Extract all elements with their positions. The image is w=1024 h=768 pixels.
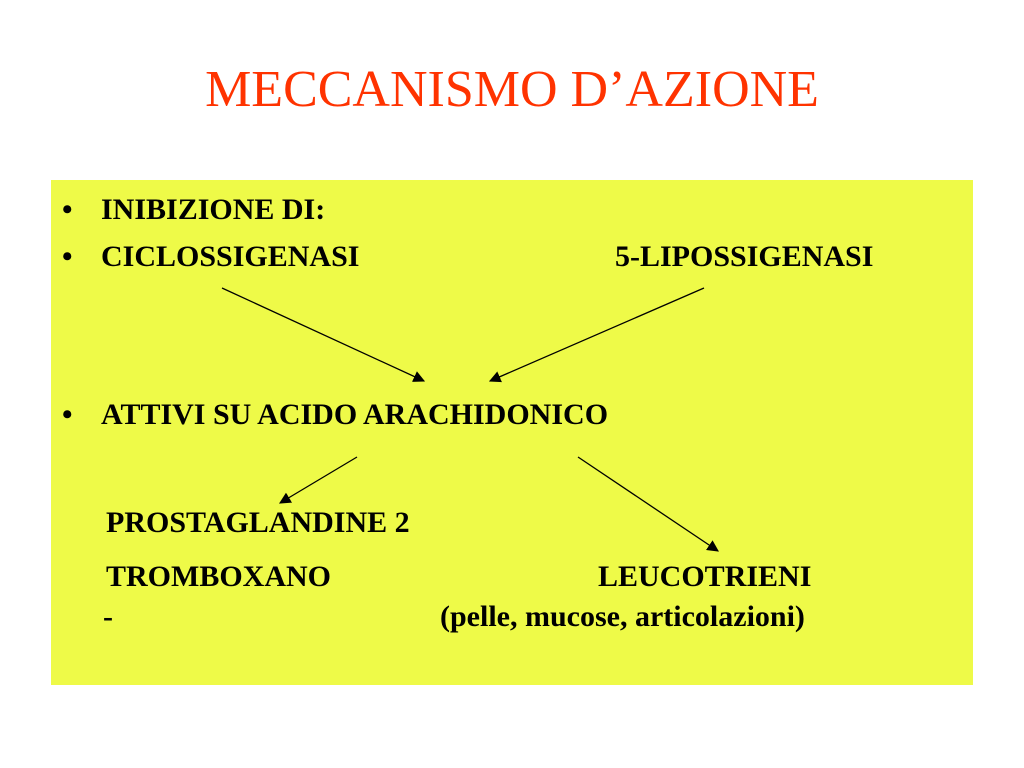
attivi-text: ATTIVI SU ACIDO ARACHIDONICO: [101, 398, 609, 431]
bullet-3: •: [62, 398, 73, 431]
page-title: MECCANISMO D’AZIONE: [205, 61, 819, 118]
dash-text: -: [103, 600, 113, 633]
prostaglandine-text: PROSTAGLANDINE 2: [106, 506, 410, 539]
lipossigenasi-text: 5-LIPOSSIGENASI: [615, 240, 874, 273]
arrow-lipossigenasi: [490, 288, 704, 381]
ciclossigenasi-text: CICLOSSIGENASI: [101, 240, 360, 273]
arrow-leucotrieni: [578, 457, 718, 551]
bullet-2: •: [62, 240, 73, 273]
arrow-prostaglandine: [280, 457, 357, 503]
inibizione-text: INIBIZIONE DI:: [101, 193, 326, 226]
bullet-1: •: [62, 193, 73, 226]
sedi-text: (pelle, mucose, articolazioni): [440, 600, 805, 633]
arrow-ciclossigenasi: [222, 288, 424, 381]
leucotrieni-text: LEUCOTRIENI: [598, 560, 812, 593]
trombossano-text: TROMBOXANO: [106, 560, 331, 593]
